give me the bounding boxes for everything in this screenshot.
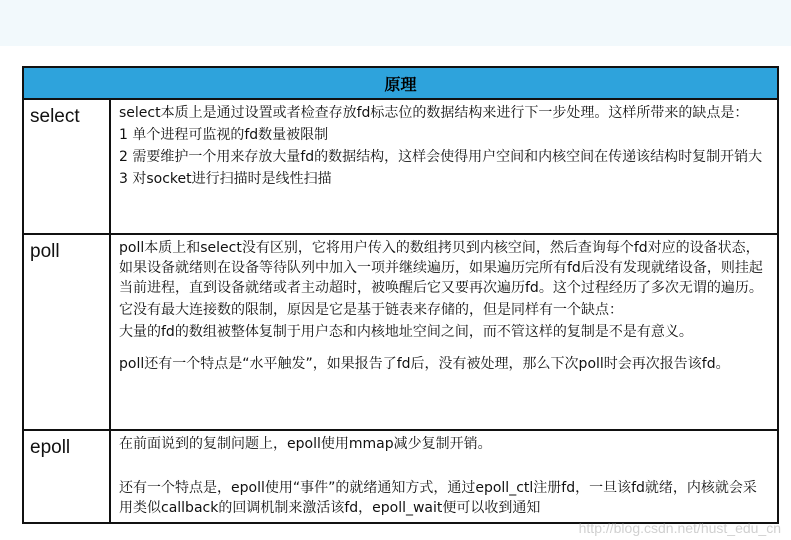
row-description-poll xyxy=(110,234,778,430)
table-row xyxy=(23,430,778,523)
paragraph: 还有一个特点是，epoll使用“事件”的就绪通知方式，通过epoll_ctl注册fd，一旦该fd就绪，内核就会采用类似callback的回调机制来激活该fd，epoll_wait便可以收到通知 xyxy=(119,480,757,516)
paragraph: 1 单个进程可监视的fd数量被限制 xyxy=(119,127,329,143)
row-name-poll: poll xyxy=(23,234,110,430)
row-name-epoll: epoll xyxy=(23,430,110,523)
row-name-select: select xyxy=(23,99,110,234)
paragraph: 在前面说到的复制问题上，epoll使用mmap减少复制开销。 xyxy=(119,436,492,452)
paragraph: poll还有一个特点是“水平触发”，如果报告了fd后，没有被处理，那么下次poll时会再次报告该fd。 xyxy=(119,356,730,372)
paragraph: 大量的fd的数组被整体复制于用户态和内核地址空间之间，而不管这样的复制是不是有意义。 xyxy=(119,324,693,340)
paragraph: select本质上是通过设置或者检查存放fd标志位的数据结构来进行下一步处理。这样所带来的缺点是： xyxy=(119,105,749,121)
paragraph: poll本质上和select没有区别，它将用户传入的数组拷贝到内核空间，然后查询每个fd对应的设备状态，如果设备就绪则在设备等待队列中加入一项并继续遍历，如果遍历完所有fd后没有发现就绪设备，则挂起当前进程，直到设备就绪或者主动超时，被唤醒后它又要再次遍历fd。这个过程经历了多次无谓的遍历。 xyxy=(119,240,763,296)
top-band xyxy=(0,0,791,46)
row-description-select xyxy=(110,99,778,234)
paragraph: 它没有最大连接数的限制，原因是它是基于链表来存储的，但是同样有一个缺点： xyxy=(119,302,623,318)
paragraph: 2 需要维护一个用来存放大量fd的数据结构，这样会使得用户空间和内核空间在传递该结构时复制开销大 xyxy=(119,149,763,165)
table-row xyxy=(23,234,778,430)
row-description-epoll xyxy=(110,430,778,523)
paragraph: 3 对socket进行扫描时是线性扫描 xyxy=(119,171,332,187)
table-header-row xyxy=(23,67,778,99)
table-header: 原理 xyxy=(23,67,778,99)
table-row xyxy=(23,99,778,234)
comparison-table xyxy=(22,66,779,524)
watermark: http://blog.csdn.net/hust_edu_cn xyxy=(578,520,781,536)
